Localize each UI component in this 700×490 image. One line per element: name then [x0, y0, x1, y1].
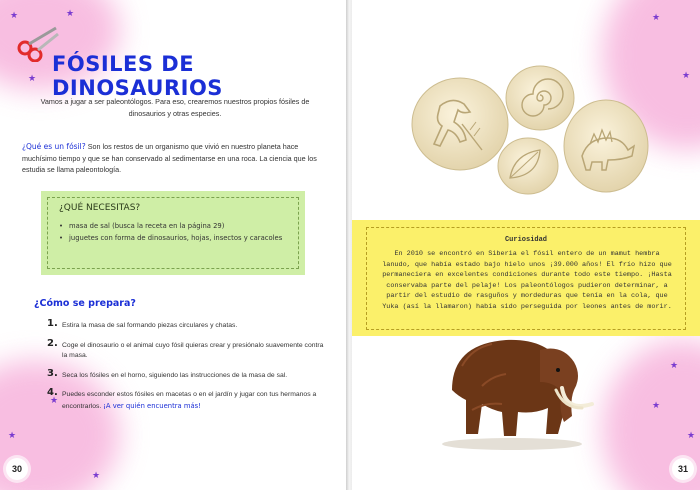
step-item — [30, 337, 330, 362]
steps-list — [30, 318, 330, 412]
fossil-stegosaurus-icon — [564, 100, 648, 192]
fossils-illustration — [410, 60, 650, 200]
step-text: Puedes esconder estos fósiles en macetas o en el jardín y jugar con tus hermanos a encontrarlos. — [62, 391, 317, 410]
step-number: 4. — [47, 387, 58, 398]
fossil-trex-icon — [412, 78, 508, 170]
page-title: FÓSILES DE DINOSAURIOS — [52, 52, 223, 100]
step-text: Estira la masa de sal formando piezas circulares y chatas. — [62, 322, 238, 329]
curiosity-text: En 2010 se encontró en Siberia el fósil entero de un mamut hembra lanudo, que había estado bajo hielo unos ¡39.000 años! El frío hizo que permaneciera en excelentes condiciones durante todo este tiempo. ¡Hasta conservaba parte del pelaje! Los paleontólogos pudieron determinar, a partir del estudio de rasguños y mordeduras que tenía en la cola, que Yuka (así la llamaron) había sido perseguida por leones antes de morir. — [382, 250, 672, 311]
curiosity-box — [352, 220, 700, 336]
star-icon: ★ — [682, 70, 691, 80]
step-text: Seca los fósiles en el horno, siguiendo las instrucciones de la masa de sal. — [62, 371, 288, 379]
page-number: 31 — [672, 458, 694, 480]
intro-paragraph: Vamos a jugar a ser paleontólogos. Para eso, crearemos nuestros propios fósiles de dinosaurios y otras especies. — [40, 97, 310, 118]
star-icon: ★ — [50, 395, 59, 405]
star-icon: ★ — [66, 8, 75, 18]
page-number: 30 — [6, 458, 28, 480]
step-item — [30, 318, 330, 332]
star-icon: ★ — [28, 73, 37, 83]
star-icon: ★ — [652, 400, 661, 410]
star-icon: ★ — [10, 10, 19, 20]
fossil-leaf-icon — [498, 138, 558, 194]
definition-question: ¿Qué es un fósil? — [22, 142, 86, 151]
star-icon: ★ — [92, 470, 101, 480]
definition-paragraph — [22, 141, 322, 176]
materials-title: ¿QUÉ NECESITAS? — [59, 203, 141, 213]
star-icon: ★ — [8, 430, 17, 440]
steps-heading: ¿Cómo se prepara? — [34, 298, 136, 309]
left-page — [0, 0, 348, 490]
step-highlight: ¡A ver quién encuentra más! — [103, 401, 201, 410]
mammoth-illustration — [432, 326, 602, 454]
step-text-wrapper — [47, 387, 330, 412]
step-item — [30, 367, 330, 382]
step-number: 1. — [47, 318, 58, 329]
star-icon: ★ — [670, 360, 679, 370]
curiosity-title: Curiosidad — [504, 236, 547, 244]
materials-list — [69, 220, 289, 244]
step-number: 3. — [47, 367, 58, 379]
right-page — [352, 0, 700, 490]
step-number: 2. — [47, 337, 58, 349]
star-icon: ★ — [652, 12, 661, 22]
definition-text: Son los restos de un organismo que vivió en nuestro planeta hace muchísimo tiempo y que se han conservado al sedimentarse en una roca. La ciencia que los estudia se llama paleontología. — [22, 142, 317, 174]
step-text: Coge el dinosaurio o el animal cuyo fósil quieras crear y presiónalo suavemente contra la masa. — [62, 341, 324, 359]
materials-item: • juguetes con forma de dinosaurios, hojas, insectos y caracoles — [69, 232, 289, 244]
step-item — [30, 387, 330, 412]
star-icon: ★ — [687, 430, 696, 440]
materials-box — [41, 191, 305, 275]
fossil-snail-icon — [506, 66, 574, 130]
materials-item: • masa de sal (busca la receta en la página 29) — [69, 220, 289, 232]
